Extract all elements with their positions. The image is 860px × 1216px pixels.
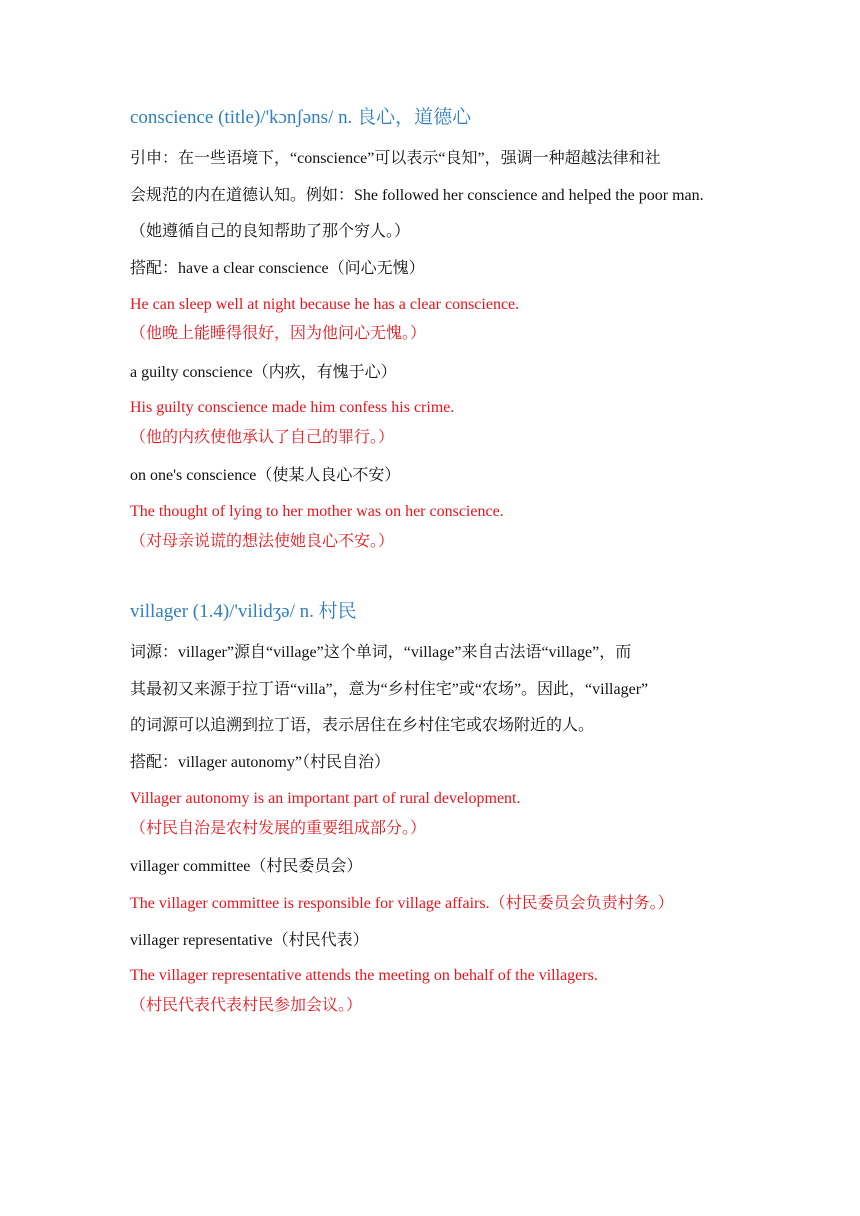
- etymology-line: 其最初又来源于拉丁语“villa”，意为“乡村住宅”或“农场”。因此，“villager”: [130, 681, 649, 698]
- etymology-line: 词源：villager”源自“village”这个单词，“village”来自古法语“village”，而: [130, 644, 632, 661]
- entry-heading-villager: villager (1.4)/'vilidʒə/ n. 村民: [130, 601, 357, 622]
- example-sentence: The villager committee is responsible for village affairs.（村民委员会负责村务。）: [130, 895, 674, 912]
- collocation-line: a guilty conscience（内疚，有愧于心）: [130, 364, 397, 381]
- example-translation: （他的内疚使他承认了自己的罪行。）: [130, 429, 395, 446]
- etymology-line: 的词源可以追溯到拉丁语，表示居住在乡村住宅或农场附近的人。: [130, 717, 595, 734]
- collocation-line: 搭配：have a clear conscience（问心无愧）: [130, 260, 425, 277]
- example-sentence: Villager autonomy is an important part of rural development.: [130, 790, 521, 807]
- collocation-line: on one's conscience（使某人良心不安）: [130, 467, 401, 484]
- example-translation: （对母亲说谎的想法使她良心不安。）: [130, 533, 395, 550]
- example-sentence: He can sleep well at night because he has a clear conscience.: [130, 296, 520, 313]
- definition-line: 会规范的内在道德认知。例如：She followed her conscience and helped the poor man.: [130, 187, 704, 204]
- entry-heading-conscience: conscience (title)/'kɔnʃəns/ n. 良心，道德心: [130, 107, 472, 128]
- example-sentence: The villager representative attends the meeting on behalf of the villagers.: [130, 967, 598, 984]
- collocation-line: 搭配：villager autonomy”（村民自治）: [130, 754, 390, 771]
- collocation-line: villager committee（村民委员会）: [130, 858, 363, 875]
- collocation-line: villager representative（村民代表）: [130, 932, 369, 949]
- example-sentence: The thought of lying to her mother was on her conscience.: [130, 503, 504, 520]
- example-translation: （村民自治是农村发展的重要组成部分。）: [130, 820, 427, 837]
- example-translation: （村民代表代表村民参加会议。）: [130, 997, 363, 1014]
- definition-line: 引申：在一些语境下，“conscience”可以表示“良知”，强调一种超越法律和社: [130, 150, 661, 167]
- definition-line: （她遵循自己的良知帮助了那个穷人。）: [130, 223, 411, 240]
- example-sentence: His guilty conscience made him confess his crime.: [130, 399, 455, 416]
- example-translation: （他晚上能睡得很好，因为他问心无愧。）: [130, 325, 427, 342]
